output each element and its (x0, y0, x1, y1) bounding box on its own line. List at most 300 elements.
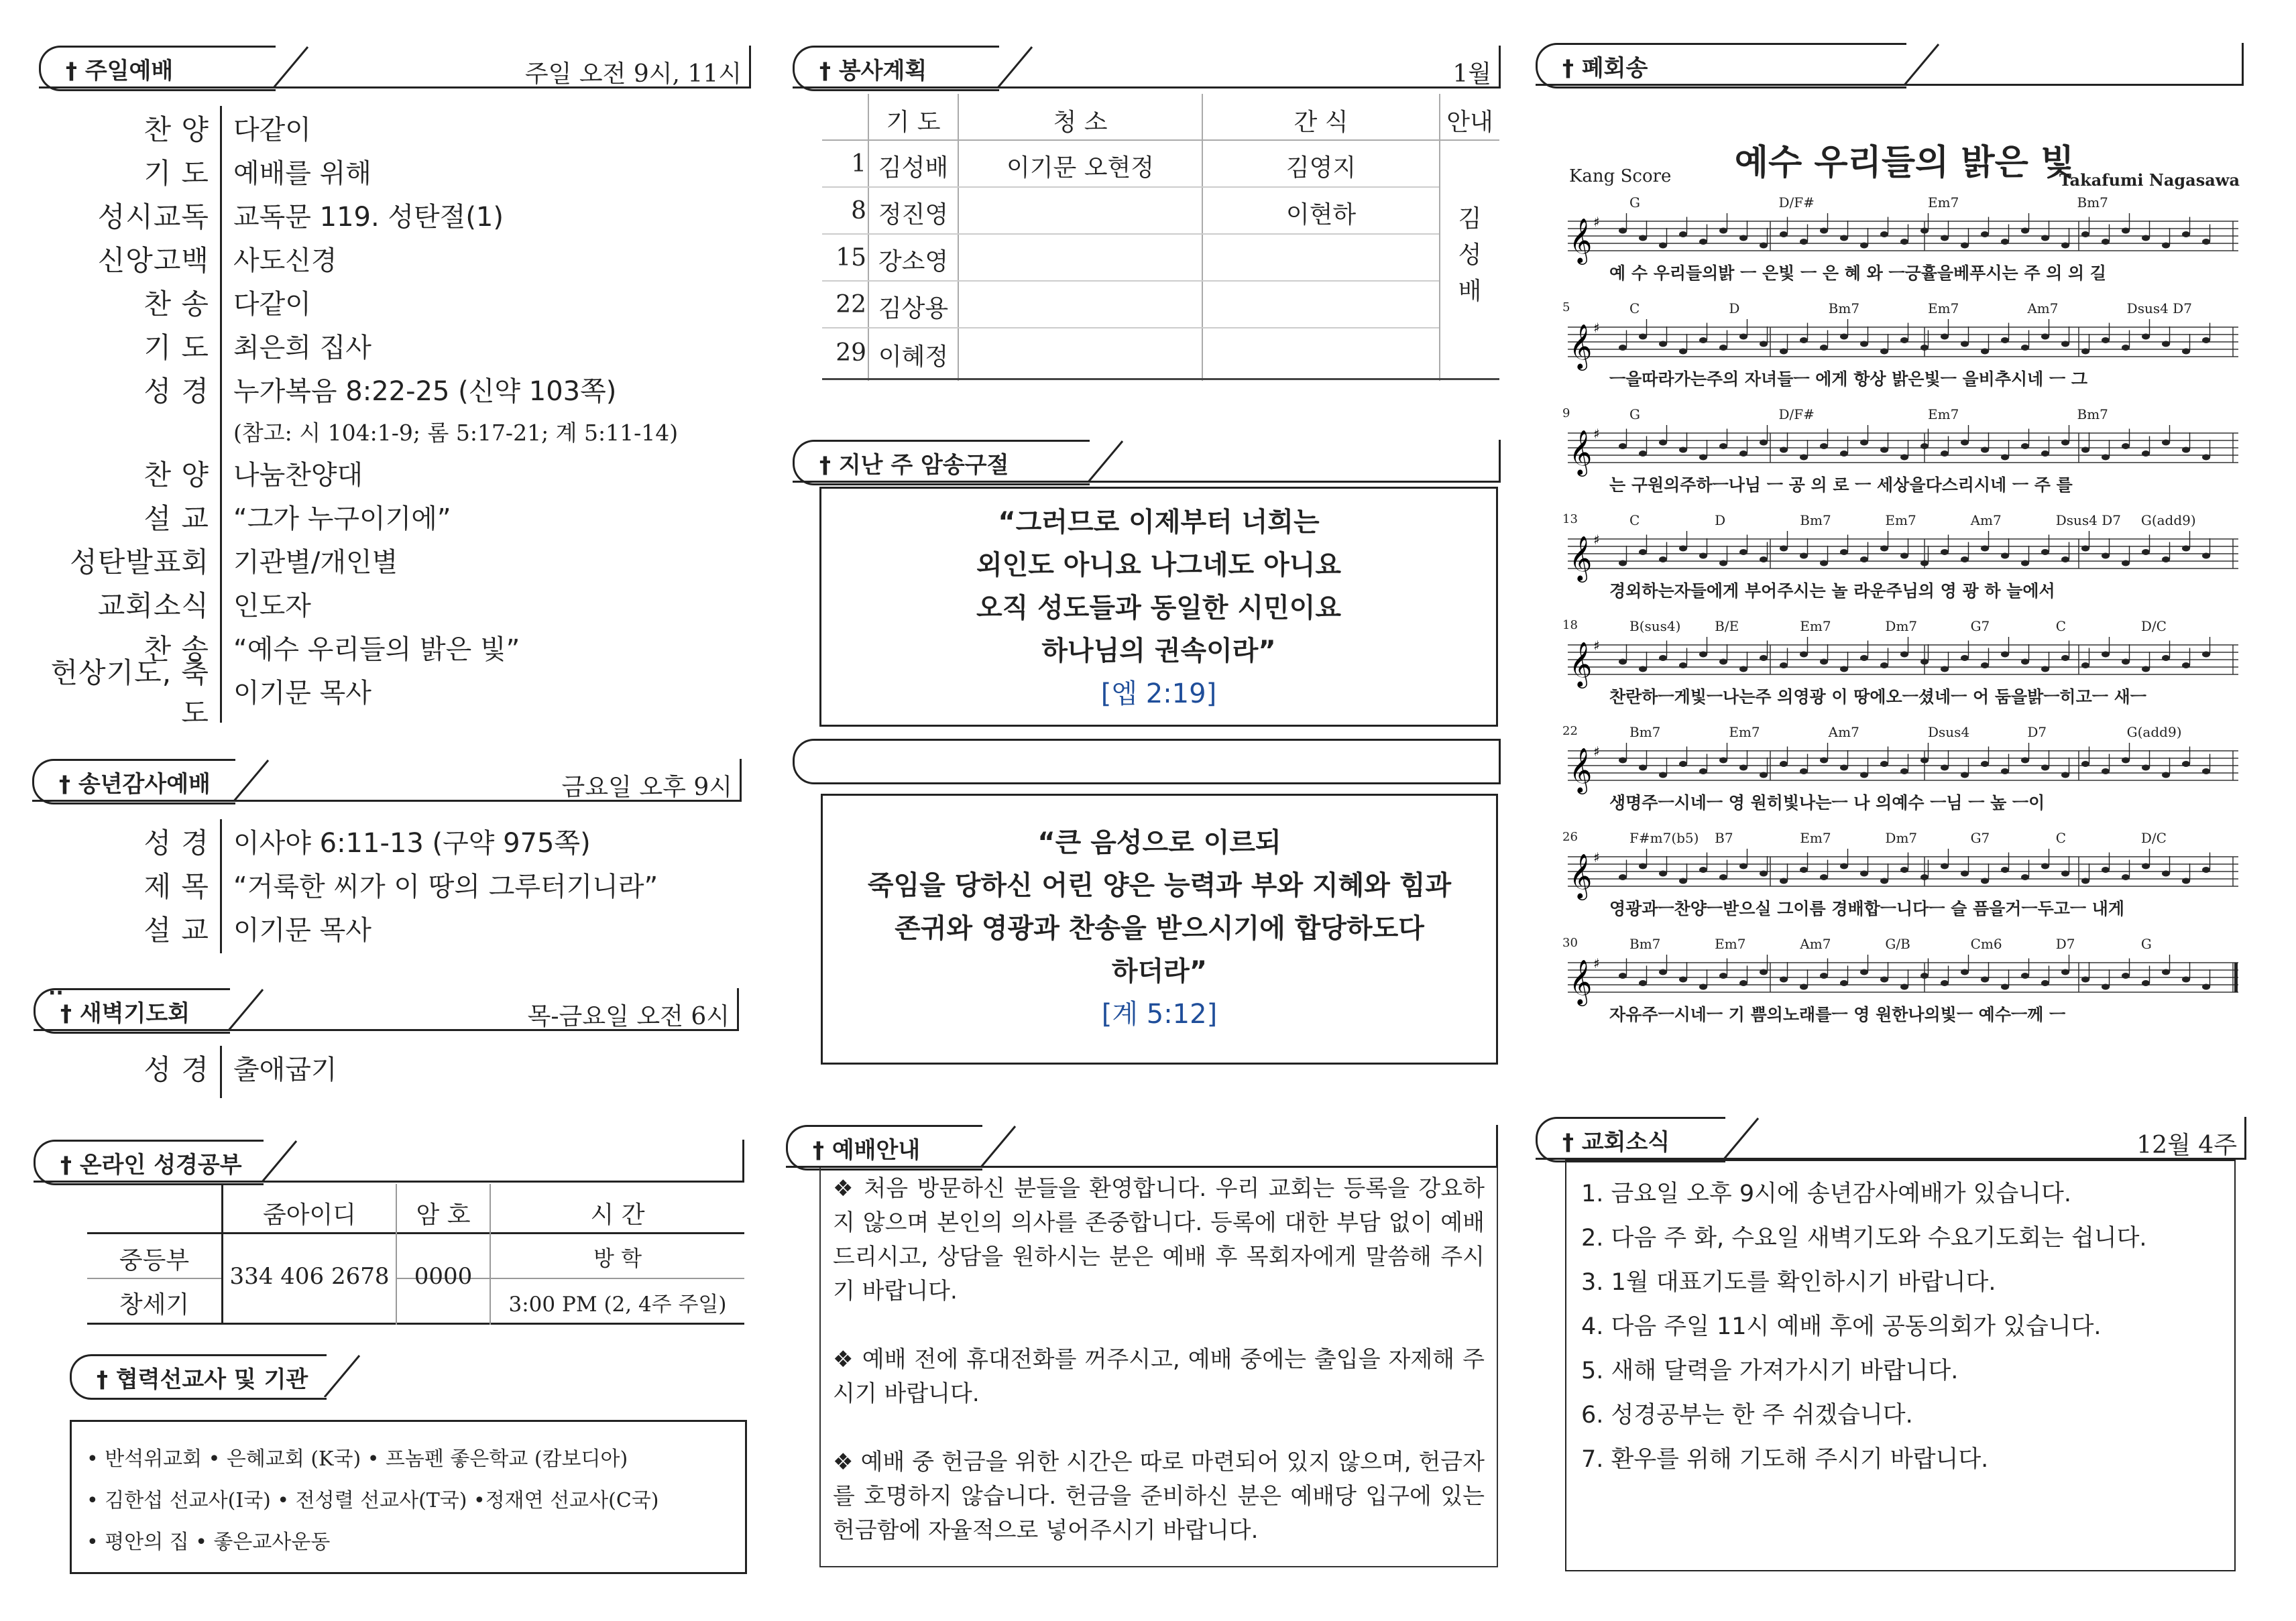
treble-clef-icon: 𝄞 (1569, 217, 1593, 263)
verse-line: “그러므로 이제부터 너희는 (998, 507, 1320, 538)
note-head (2021, 874, 2029, 880)
chord-symbol: G (2140, 936, 2152, 952)
note-head (1860, 871, 1868, 877)
online-zoom-id: 334 406 2678 (229, 1263, 390, 1290)
chord-symbol: Am7 (1800, 936, 1831, 952)
note-head (1619, 228, 1627, 234)
chord-symbol: Dm7 (1885, 830, 1918, 846)
news-item: 3. 1월 대표기도를 확인하시기 바랍니다. (1581, 1269, 1996, 1296)
chord-symbol: Bm7 (1629, 724, 1661, 740)
service-prayer: 김성배 (878, 154, 949, 182)
note-head (1659, 969, 1667, 975)
online-title: † 온라인 성경공부 (60, 1152, 242, 1179)
note-head (2021, 560, 2029, 566)
note-head (2162, 243, 2170, 249)
note-head (1679, 546, 1687, 552)
dawn-header (34, 981, 739, 1031)
staff (1562, 741, 2240, 795)
measure-number: 18 (1562, 618, 1578, 632)
note-head (2081, 878, 2089, 884)
memory-last-header (793, 440, 1501, 483)
chord-symbol: Bm7 (2077, 406, 2108, 422)
chord-symbol: Em7 (1928, 194, 1959, 211)
note-head (2122, 345, 2130, 351)
note-head (1760, 969, 1768, 975)
chord-symbol: D7 (2055, 936, 2075, 952)
news-item: 2. 다음 주 화, 수요일 새벽기도와 수요기도회는 쉽니다. (1581, 1225, 2147, 1252)
note-head (1920, 443, 1929, 449)
service-prayer: 정진영 (878, 201, 949, 229)
score-system (1562, 618, 2240, 724)
order-value: 기관별/개인별 (233, 547, 398, 578)
note-head (2061, 341, 2069, 347)
note-head (1679, 447, 1687, 453)
order-value: 교독문 119. 성탄절(1) (233, 202, 504, 233)
note-head (2081, 231, 2089, 237)
note-head (1880, 447, 1888, 453)
note-head (1639, 334, 1647, 340)
sharp-icon: ♯ (1593, 743, 1600, 760)
note-head (2182, 977, 2190, 983)
guide-para: ❖ 처음 방문하신 분들을 환영합니다. 우리 교회는 등록을 강요하지 않으며 본인의 의사를 존중합니다. 등록에 대한 부담 없이 예배드리시고, 상담을 원하시는 분은 예배 후 목회자에게 말씀해 주시기 바랍니다. (833, 1175, 1485, 1305)
note-head (2041, 549, 2049, 555)
note-head (1880, 231, 1888, 237)
note-head (2041, 666, 2049, 672)
note-head (1719, 758, 1727, 764)
measure-number: 22 (1562, 724, 1578, 738)
chord-symbol: Bm7 (1828, 300, 1860, 316)
note-head (1880, 761, 1888, 767)
note-head (2001, 984, 2009, 990)
note-head (1981, 761, 1989, 767)
note-head (2162, 655, 2170, 661)
chord-symbol: Am7 (1828, 724, 1859, 740)
note-head (1659, 440, 1667, 446)
news-item: 5. 새해 달력을 가져가시기 바랍니다. (1581, 1358, 1959, 1384)
order-value: 최은희 집사 (233, 333, 371, 363)
note-head (1860, 243, 1868, 249)
score-system (1562, 724, 2240, 830)
note-head (1699, 455, 1707, 461)
partners-title: † 협력선교사 및 기관 (97, 1366, 308, 1393)
order-label: 성 경 (144, 826, 209, 859)
note-head (1820, 228, 1828, 234)
note-head (1719, 345, 1727, 351)
note-head (1739, 334, 1747, 340)
note-head (1679, 878, 1687, 884)
order-value: 나눔찬양대 (233, 460, 363, 491)
memory-last-box (819, 487, 1498, 727)
note-head (2202, 455, 2210, 461)
note-head (1619, 560, 1627, 566)
note-head (1659, 871, 1667, 877)
note-head (1941, 863, 1949, 869)
note-head (2081, 977, 2089, 983)
note-head (1719, 874, 1727, 880)
note-head (2142, 549, 2150, 555)
lyric-line: 경외하는자들에게 부어주시는 놀 라운주님의 영 광 하 늘에서 (1609, 581, 2055, 601)
lyric-line: 자유주ㅡ시네ㅡ 기 쁨의노래를ㅡ 영 원한나의빛ㅡ 예수ㅡ께 ㅡ (1609, 1005, 2066, 1024)
note-head (2061, 243, 2069, 249)
note-head (1840, 863, 1848, 869)
note-head (2142, 765, 2150, 771)
note-head (1800, 239, 1808, 245)
order-value: 사도신경 (233, 245, 337, 276)
note-head (1780, 546, 1788, 552)
chord-symbol: Em7 (1885, 512, 1916, 528)
note-head (1840, 451, 1848, 457)
note-head (1961, 871, 1969, 877)
note-head (1800, 984, 1808, 990)
order-value: (참고: 시 104:1-9; 롬 5:17-21; 계 5:11-14) (233, 419, 679, 446)
online-time-2: 3:00 PM (2, 4주 주일) (508, 1293, 727, 1317)
verse-line: 죽임을 당하신 어린 양은 능력과 부와 지혜와 힘과 (867, 870, 1452, 901)
sharp-icon: ♯ (1593, 426, 1600, 442)
note-head (2021, 973, 2029, 979)
chord-symbol: Am7 (2027, 300, 2059, 316)
sharp-icon: ♯ (1593, 955, 1600, 971)
note-head (2081, 546, 2089, 552)
service-header-prayer: 기 도 (886, 109, 941, 136)
note-head (2041, 863, 2049, 869)
note-head (1719, 443, 1727, 449)
staff (1562, 212, 2240, 265)
note-head (2122, 874, 2130, 880)
measure-number: 26 (1562, 830, 1578, 844)
note-head (2001, 553, 2009, 559)
note-head (1860, 556, 1868, 562)
chord-symbol: D7 (2027, 724, 2047, 740)
note-head (2041, 980, 2049, 986)
note-head (2021, 443, 2029, 449)
note-head (2081, 761, 2089, 767)
note-head (1739, 666, 1747, 672)
order-value: “예수 우리들의 밝은 빛” (233, 634, 520, 665)
verse-line: “큰 음성으로 이르되 (1037, 827, 1281, 858)
note-head (1900, 867, 1908, 873)
order-label: 찬 송 (144, 287, 209, 320)
chord-symbol: C (2055, 618, 2067, 634)
note-head (1639, 765, 1647, 771)
partners-box (70, 1420, 747, 1574)
note-head (2061, 440, 2069, 446)
note-head (1780, 878, 1788, 884)
note-head (1941, 980, 1949, 986)
note-head (1800, 455, 1808, 461)
note-head (1760, 655, 1768, 661)
note-head (2122, 228, 2130, 234)
note-head (1639, 666, 1647, 672)
note-head (1820, 345, 1828, 351)
lyric-line: 는 구원의주하ㅡ나님 ㅡ 공 의 로 ㅡ 세상을다스리시네 ㅡ 주 를 (1609, 475, 2073, 495)
memory-last-title: † 지난 주 암송구절 (819, 452, 1009, 479)
note-head (2081, 349, 2089, 355)
chord-symbol: Am7 (1970, 512, 2002, 528)
order-label: 성 경 (144, 374, 209, 408)
note-head (1780, 231, 1788, 237)
guide-char: 김 (1458, 205, 1482, 233)
note-head (2162, 341, 2170, 347)
note-head (1780, 447, 1788, 453)
note-head (1679, 761, 1687, 767)
note-head (2122, 973, 2130, 979)
sharp-icon: ♯ (1593, 214, 1600, 230)
note-head (1920, 228, 1929, 234)
measure-number: 30 (1562, 936, 1578, 950)
online-header (34, 1140, 744, 1183)
note-head (1639, 549, 1647, 555)
note-head (2021, 228, 2029, 234)
note-head (1840, 765, 1848, 771)
sunday-title: † 주일예배 (66, 58, 174, 84)
note-head (1920, 874, 1929, 880)
news-item: 6. 성경공부는 한 주 쉬겠습니다. (1581, 1402, 1913, 1429)
order-value: 이기문 목사 (233, 915, 371, 946)
score-publisher: Kang Score (1569, 166, 1672, 186)
note-head (1780, 349, 1788, 355)
note-head (1941, 451, 1949, 457)
note-head (1880, 977, 1888, 983)
service-header-guide: 안내 (1446, 109, 1493, 136)
sharp-icon: ♯ (1593, 849, 1600, 865)
score-composer: Takafumi Nagasawa (2059, 170, 2240, 190)
chord-symbol: G/B (1885, 936, 1910, 952)
order-label: 기 도 (144, 156, 209, 190)
yearend-order (50, 819, 658, 950)
note-head (2182, 662, 2190, 668)
dawn-time: 목-금요일 오전 6시 (527, 1003, 730, 1030)
note-head (2122, 659, 2130, 665)
yearend-time: 금요일 오후 9시 (561, 774, 732, 801)
note-head (1619, 659, 1627, 665)
note-head (1780, 977, 1788, 983)
order-value: “거룩한 씨가 이 땅의 그루터기니라” (233, 872, 658, 902)
note-head (1981, 349, 1989, 355)
service-prayer: 김상용 (878, 295, 949, 322)
note-head (2202, 768, 2210, 774)
note-head (1961, 341, 1969, 347)
order-label: 찬 양 (144, 458, 209, 491)
chord-symbol: Em7 (1729, 724, 1760, 740)
note-head (1920, 560, 1929, 566)
closing-title: † 폐회송 (1562, 55, 1648, 82)
online-row-label: 창세기 (119, 1291, 190, 1319)
order-value: 다같이 (233, 115, 311, 145)
note-head (2142, 451, 2150, 457)
note-head (1659, 243, 1667, 249)
treble-clef-icon: 𝄞 (1569, 747, 1593, 792)
verse-line: 존귀와 영광과 찬송을 받으시기에 합당하도다 (895, 913, 1424, 944)
note-head (1900, 984, 1908, 990)
dawn-title: † 새벽기도회 (60, 1000, 190, 1027)
note-head (1880, 546, 1888, 552)
note-head (1719, 228, 1727, 234)
treble-clef-icon: 𝄞 (1569, 323, 1593, 369)
note-head (1820, 659, 1828, 665)
note-head (1981, 878, 1989, 884)
note-head (1961, 556, 1969, 562)
note-head (1880, 349, 1888, 355)
chord-symbol: D/C (2140, 830, 2167, 846)
chord-symbol: Bm7 (2077, 194, 2108, 211)
measure-number: 13 (1562, 512, 1578, 526)
chord-symbol: C (1629, 300, 1640, 316)
note-head (2142, 666, 2150, 672)
note-head (2102, 337, 2110, 343)
note-head (1739, 549, 1747, 555)
news-box (1565, 1160, 2236, 1571)
online-password: 0000 (414, 1263, 473, 1290)
verse-ref: [엡 2:19] (1100, 678, 1217, 709)
note-head (2061, 871, 2069, 877)
news-title: † 교회소식 (1562, 1129, 1670, 1156)
treble-clef-icon: 𝄞 (1569, 853, 1593, 898)
chord-symbol: C (1629, 512, 1640, 528)
service-header-snack: 간 식 (1294, 109, 1348, 136)
note-head (1961, 969, 1969, 975)
staff (1562, 636, 2240, 689)
note-head (2162, 556, 2170, 562)
note-head (1699, 984, 1707, 990)
note-head (1981, 662, 1989, 668)
note-head (1760, 556, 1768, 562)
chord-symbol: G (1629, 194, 1640, 211)
chord-symbol: Dsus4 D7 (2126, 300, 2192, 316)
service-table (822, 94, 1499, 381)
order-label: 성탄발표회 (70, 545, 209, 579)
online-table (87, 1184, 744, 1325)
note-head (2182, 231, 2190, 237)
chord-symbol: Dsus4 (1928, 724, 1970, 740)
chord-symbol: Em7 (1928, 406, 1959, 422)
online-header-time: 시 간 (590, 1201, 645, 1229)
guide-header (786, 1125, 1498, 1168)
chord-symbol: Bm7 (1629, 936, 1661, 952)
note-head (1900, 239, 1908, 245)
verse-line: 오직 성도들과 동일한 시민이요 (976, 593, 1342, 623)
note-head (1679, 977, 1687, 983)
note-head (2102, 768, 2110, 774)
note-head (2102, 984, 2110, 990)
sunday-header (39, 46, 751, 88)
service-day: 1 (851, 150, 866, 178)
chord-symbol: D (1729, 300, 1740, 316)
note-head (2061, 655, 2069, 661)
service-guide-name (1440, 201, 1499, 310)
note-head (2122, 443, 2130, 449)
news-item: 7. 환우를 위해 기도해 주시기 바랍니다. (1581, 1446, 1989, 1473)
note-head (1619, 874, 1627, 880)
guide-char: 배 (1458, 278, 1482, 305)
note-head (2142, 334, 2150, 340)
note-head (1920, 659, 1929, 665)
treble-clef-icon: 𝄞 (1569, 535, 1593, 581)
note-head (2122, 560, 2130, 566)
sharp-icon: ♯ (1593, 532, 1600, 548)
score-system (1562, 936, 2240, 1042)
chord-symbol: Em7 (1800, 618, 1831, 634)
chord-symbol: D/F# (1778, 194, 1815, 211)
note-head (1981, 977, 1989, 983)
note-head (1760, 243, 1768, 249)
note-head (1619, 345, 1627, 351)
note-head (2001, 768, 2009, 774)
order-label: 설 교 (144, 501, 209, 535)
score-system (1562, 512, 2240, 618)
note-head (2182, 878, 2190, 884)
partner-line: • 반석위교회 • 은혜교회 (K국) • 프놈펜 좋은학교 (캄보디아) (87, 1447, 628, 1471)
note-head (1961, 440, 1969, 446)
yearend-header (32, 759, 742, 802)
order-label: 성 경 (144, 1053, 209, 1086)
note-head (1800, 553, 1808, 559)
online-time-1: 방 학 (593, 1246, 642, 1271)
note-head (2142, 863, 2150, 869)
lyric-line: 생명주ㅡ시네ㅡ 영 원히빛나는ㅡ 나 의예수 ㅡ님 ㅡ 높 ㅡ이 (1609, 793, 2045, 813)
note-head (2162, 969, 2170, 975)
note-head (1981, 447, 1989, 453)
order-label: 신앙고백 (97, 243, 209, 277)
verse-ref: [계 5:12] (1101, 999, 1218, 1030)
chord-symbol: C (2055, 830, 2067, 846)
chord-symbol: G(add9) (2140, 512, 2196, 528)
note-head (1739, 863, 1747, 869)
note-head (1920, 345, 1929, 351)
note-head (1961, 243, 1969, 249)
guide-char: 성 (1458, 241, 1482, 269)
note-head (2021, 345, 2029, 351)
chord-symbol: Em7 (1715, 936, 1746, 952)
note-head (1981, 231, 1989, 237)
service-day: 29 (836, 339, 866, 367)
score-system (1562, 300, 2240, 406)
order-label: 헌상기도, 축도 (50, 656, 209, 729)
order-label: 성시교독 (97, 200, 209, 233)
order-label: 설 교 (144, 913, 209, 947)
note-head (1619, 443, 1627, 449)
note-head (2102, 553, 2110, 559)
chord-symbol: G7 (1970, 618, 1990, 634)
chord-symbol: Dm7 (1885, 618, 1918, 634)
note-head (1639, 863, 1647, 869)
note-head (2102, 455, 2110, 461)
note-head (2041, 765, 2049, 771)
note-head (1900, 455, 1908, 461)
note-head (2182, 761, 2190, 767)
note-head (2001, 455, 2009, 461)
partner-line: • 김한섭 선교사(I국) • 전성렬 선교사(T국) •정재연 선교사(C국) (87, 1489, 659, 1512)
note-head (2102, 867, 2110, 873)
note-head (1840, 549, 1848, 555)
note-head (1780, 662, 1788, 668)
note-head (1699, 337, 1707, 343)
note-head (2122, 758, 2130, 764)
verse-line: 외인도 아니요 나그네도 아니요 (976, 550, 1342, 581)
chord-symbol: G (1629, 406, 1640, 422)
music-score (1562, 127, 2240, 1046)
note-head (1961, 772, 1969, 778)
note-head (1639, 980, 1647, 986)
note-head (1679, 349, 1687, 355)
yearend-title: † 송년감사예배 (59, 771, 211, 798)
note-head (1860, 969, 1868, 975)
note-head (1840, 666, 1848, 672)
note-head (1639, 451, 1647, 457)
note-head (2182, 447, 2190, 453)
score-system (1562, 406, 2240, 512)
measure-number: 5 (1562, 300, 1570, 314)
order-value: 이사야 6:11-13 (구약 975쪽) (233, 828, 591, 859)
